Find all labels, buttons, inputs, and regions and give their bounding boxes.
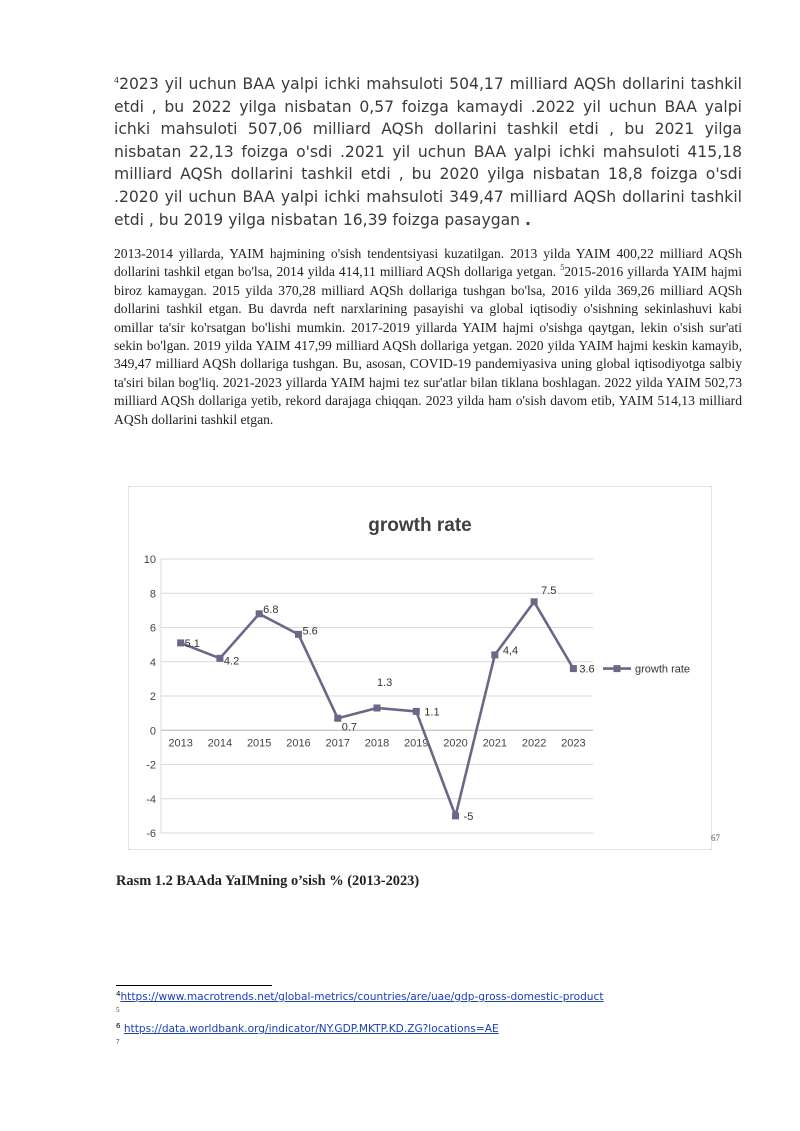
footnote-4-mark: 4 [116, 990, 121, 998]
paragraph-end-mark: . [525, 210, 531, 229]
chart-title: growth rate [368, 515, 472, 536]
y-tick-label: -6 [146, 828, 156, 840]
footnote-4-link[interactable]: https://www.macrotrends.net/global-metrics/countries/are/uae/gdp-gross-domestic-product [120, 991, 604, 1003]
y-tick-label: 8 [149, 588, 156, 601]
growth-rate-chart-svg [129, 487, 711, 849]
data-label: 3.6 [579, 663, 595, 676]
footnote-7-mark: 7 [116, 1038, 120, 1046]
x-tick-label: 2017 [325, 737, 350, 750]
y-tick-label: -4 [146, 793, 156, 806]
y-tick-label: -2 [146, 759, 156, 772]
data-point [177, 639, 184, 646]
y-tick-label: 0 [149, 725, 156, 738]
data-label: 4.2 [223, 655, 240, 668]
data-point [413, 708, 420, 715]
x-tick-label: 2016 [286, 737, 311, 750]
data-point [491, 651, 498, 658]
figure-caption: Rasm 1.2 BAAda YaIMning o’sish % (2013-2023) [116, 873, 420, 889]
data-label: 4,4 [502, 644, 519, 657]
paragraph-gdp-trends-part1: 2013-2014 yillarda, YAIM hajmining o'sish tendentsiyasi kuzatilgan. 2013 yilda YAIM 400,22 milliard AQSh dollarini tashkil etgan bo'lsa, 2014 yilda 414,11 milliard AQSh dollariga yetgan. [114, 246, 742, 280]
paragraph-gdp-trends-part2: 2015-2016 yillarda YAIM hajmi biroz kamaygan. 2015 yilda 370,28 milliard AQSh dollariga tushgan bo'lsa, 2016 yilda 369,26 milliard AQSh dollarini tashkil etgan. Bu davrda neft narxlarining pasayishi va global iqtisodiy o'sishning sekinlashuvi kabi omillar ta'sir ko'rsatgan bo'lishi mumkin. 2017-2019 yillarda YAIM hajmi o'sishga qaytgan, lekin o'sish sur'ati sekin bo'lgan. 2019 yilda YAIM 417,99 milliard AQSh dollariga yetgan. 2020 yilda YAIM hajmi keskin kamayib, 349,47 milliard AQSh dollariga tushgan. Bu, asosan, COVID-19 pandemiyasiva uning global iqtisodiyotga salbiy ta'siri bilan bog'liq. 2021-2023 yillarda YAIM hajmi tez sur'atlar bilan tiklana boshlagan. 2022 yilda YAIM 502,73 milliard AQSh dollariga yetib, rekord darajaga chiqqan. 2023 yilda ham o'sish davom etib, YAIM 514,13 milliard AQSh dollarini tashkil etgan. [114, 264, 742, 427]
footnote-5-mark: 5 [116, 1006, 120, 1014]
legend-label: growth rate [635, 663, 691, 676]
data-label: 5.1 [184, 637, 200, 650]
x-tick-label: 2022 [521, 737, 547, 750]
data-label: 0.7 [341, 721, 358, 734]
x-tick-label: 2023 [561, 737, 586, 750]
paragraph-gdp-summary [114, 73, 742, 231]
data-label: -5 [463, 810, 474, 823]
data-label: 1.3 [377, 676, 393, 689]
data-point [295, 631, 302, 638]
data-label: 6.8 [263, 603, 279, 616]
footnote-separator [116, 985, 272, 986]
x-tick-label: 2019 [404, 737, 429, 750]
legend-marker [614, 665, 621, 672]
footnote-ref-5: 5 [560, 263, 565, 273]
data-point [570, 665, 577, 672]
data-point [374, 704, 381, 711]
footnote-6-link[interactable]: https://data.worldbank.org/indicator/NY.GDP.MKTP.KD.ZG?locations=AE [123, 1023, 499, 1035]
y-tick-label: 4 [149, 656, 156, 669]
x-tick-label: 2018 [364, 737, 390, 750]
paragraph-gdp-trends [114, 245, 742, 429]
data-point [256, 610, 263, 617]
footnote-4 [116, 990, 604, 1003]
data-point [531, 598, 538, 605]
data-label: 7.5 [541, 584, 557, 597]
data-point [334, 715, 341, 722]
y-tick-label: 6 [149, 622, 156, 635]
x-tick-label: 2020 [443, 737, 468, 750]
data-point [452, 812, 459, 819]
footnote-6 [116, 1022, 499, 1035]
y-tick-label: 10 [143, 554, 156, 566]
data-label: 1.1 [424, 706, 440, 719]
chart-note-67: 67 [711, 833, 720, 843]
y-tick-label: 2 [149, 691, 156, 703]
x-tick-label: 2015 [246, 737, 272, 750]
x-tick-label: 2013 [168, 737, 193, 750]
data-label: 5.6 [302, 625, 318, 638]
paragraph-gdp-summary-text: 2023 yil uchun BAA yalpi ichki mahsuloti 504,17 milliard AQSh dollarini tashkil etdi , bu 2022 yilga nisbatan 0,57 foizga kamaydi .2022 yil uchun BAA yalpi ichki mahsuloti 507,06 milliard AQSh dollarini tashkil etdi , bu 2021 yilga nisbatan 22,13 foizga o'sdi .2021 yil uchun BAA yalpi ichki mahsuloti 415,18 milliard AQSh dollarini tashkil etdi , bu 2020 yilga nisbatan 18,8 foizga o'sdi .2020 yil uchun BAA yalpi ichki mahsuloti 349,47 milliard AQSh dollarini tashkil etdi , bu 2019 yilga nisbatan 16,39 foizga pasaygan [114, 75, 742, 229]
growth-rate-chart [128, 486, 712, 850]
footnote-ref-4: 4 [114, 76, 120, 85]
footnote-6-mark: 6 [116, 1022, 121, 1030]
x-tick-label: 2014 [207, 737, 233, 750]
data-point [216, 655, 223, 662]
x-tick-label: 2021 [482, 737, 508, 750]
